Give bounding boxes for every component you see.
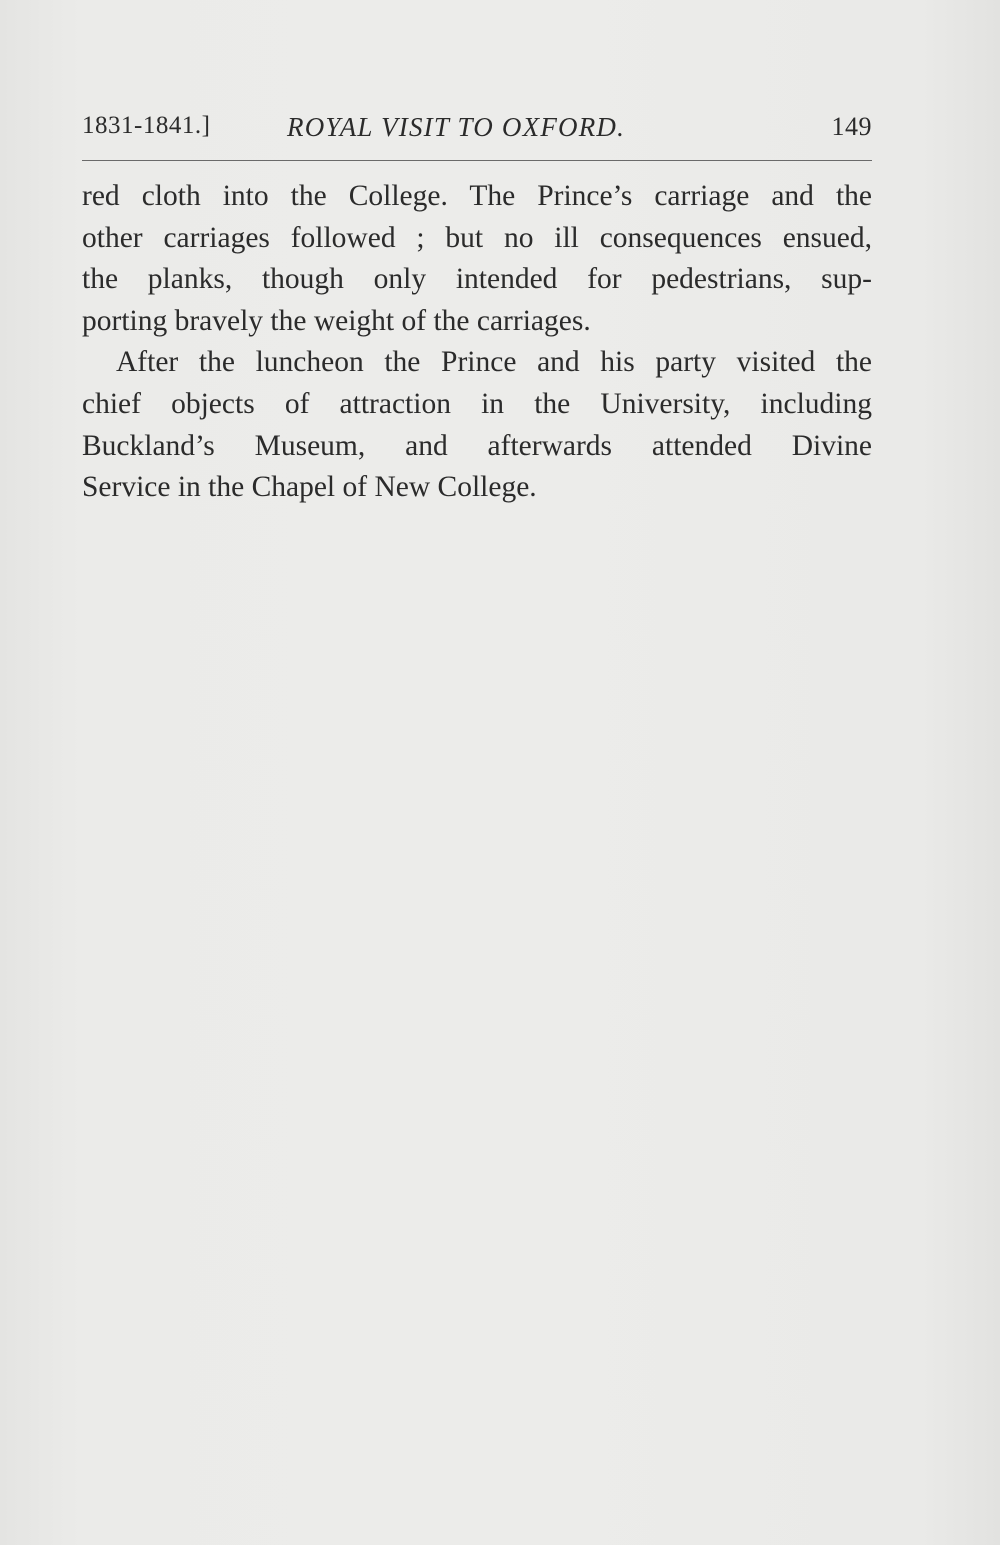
text-line: Buckland’s Museum, and afterwards attended Divine bbox=[82, 429, 872, 462]
text-line: porting bravely the weight of the carriages. bbox=[82, 304, 591, 337]
header-rule bbox=[82, 160, 872, 161]
page-number: 149 bbox=[831, 112, 872, 141]
running-head-dates: 1831-1841.] bbox=[82, 112, 211, 139]
text-line: red cloth into the College. The Prince’s carriage and the bbox=[82, 180, 872, 212]
text-line: After the luncheon the Prince and his party visited the bbox=[116, 346, 872, 379]
running-head-title: ROYAL VISIT TO OXFORD. bbox=[287, 112, 626, 142]
text-line: Service in the Chapel of New College. bbox=[82, 471, 537, 504]
text-line: chief objects of attraction in the University, including bbox=[82, 387, 872, 420]
running-head bbox=[82, 112, 872, 152]
paragraph bbox=[82, 342, 872, 508]
body-text bbox=[82, 176, 872, 509]
text-line: the planks, though only intended for pedestrians, sup- bbox=[82, 263, 872, 296]
paragraph bbox=[82, 176, 872, 342]
text-line: other carriages followed ; but no ill consequences ensued, bbox=[82, 221, 872, 254]
